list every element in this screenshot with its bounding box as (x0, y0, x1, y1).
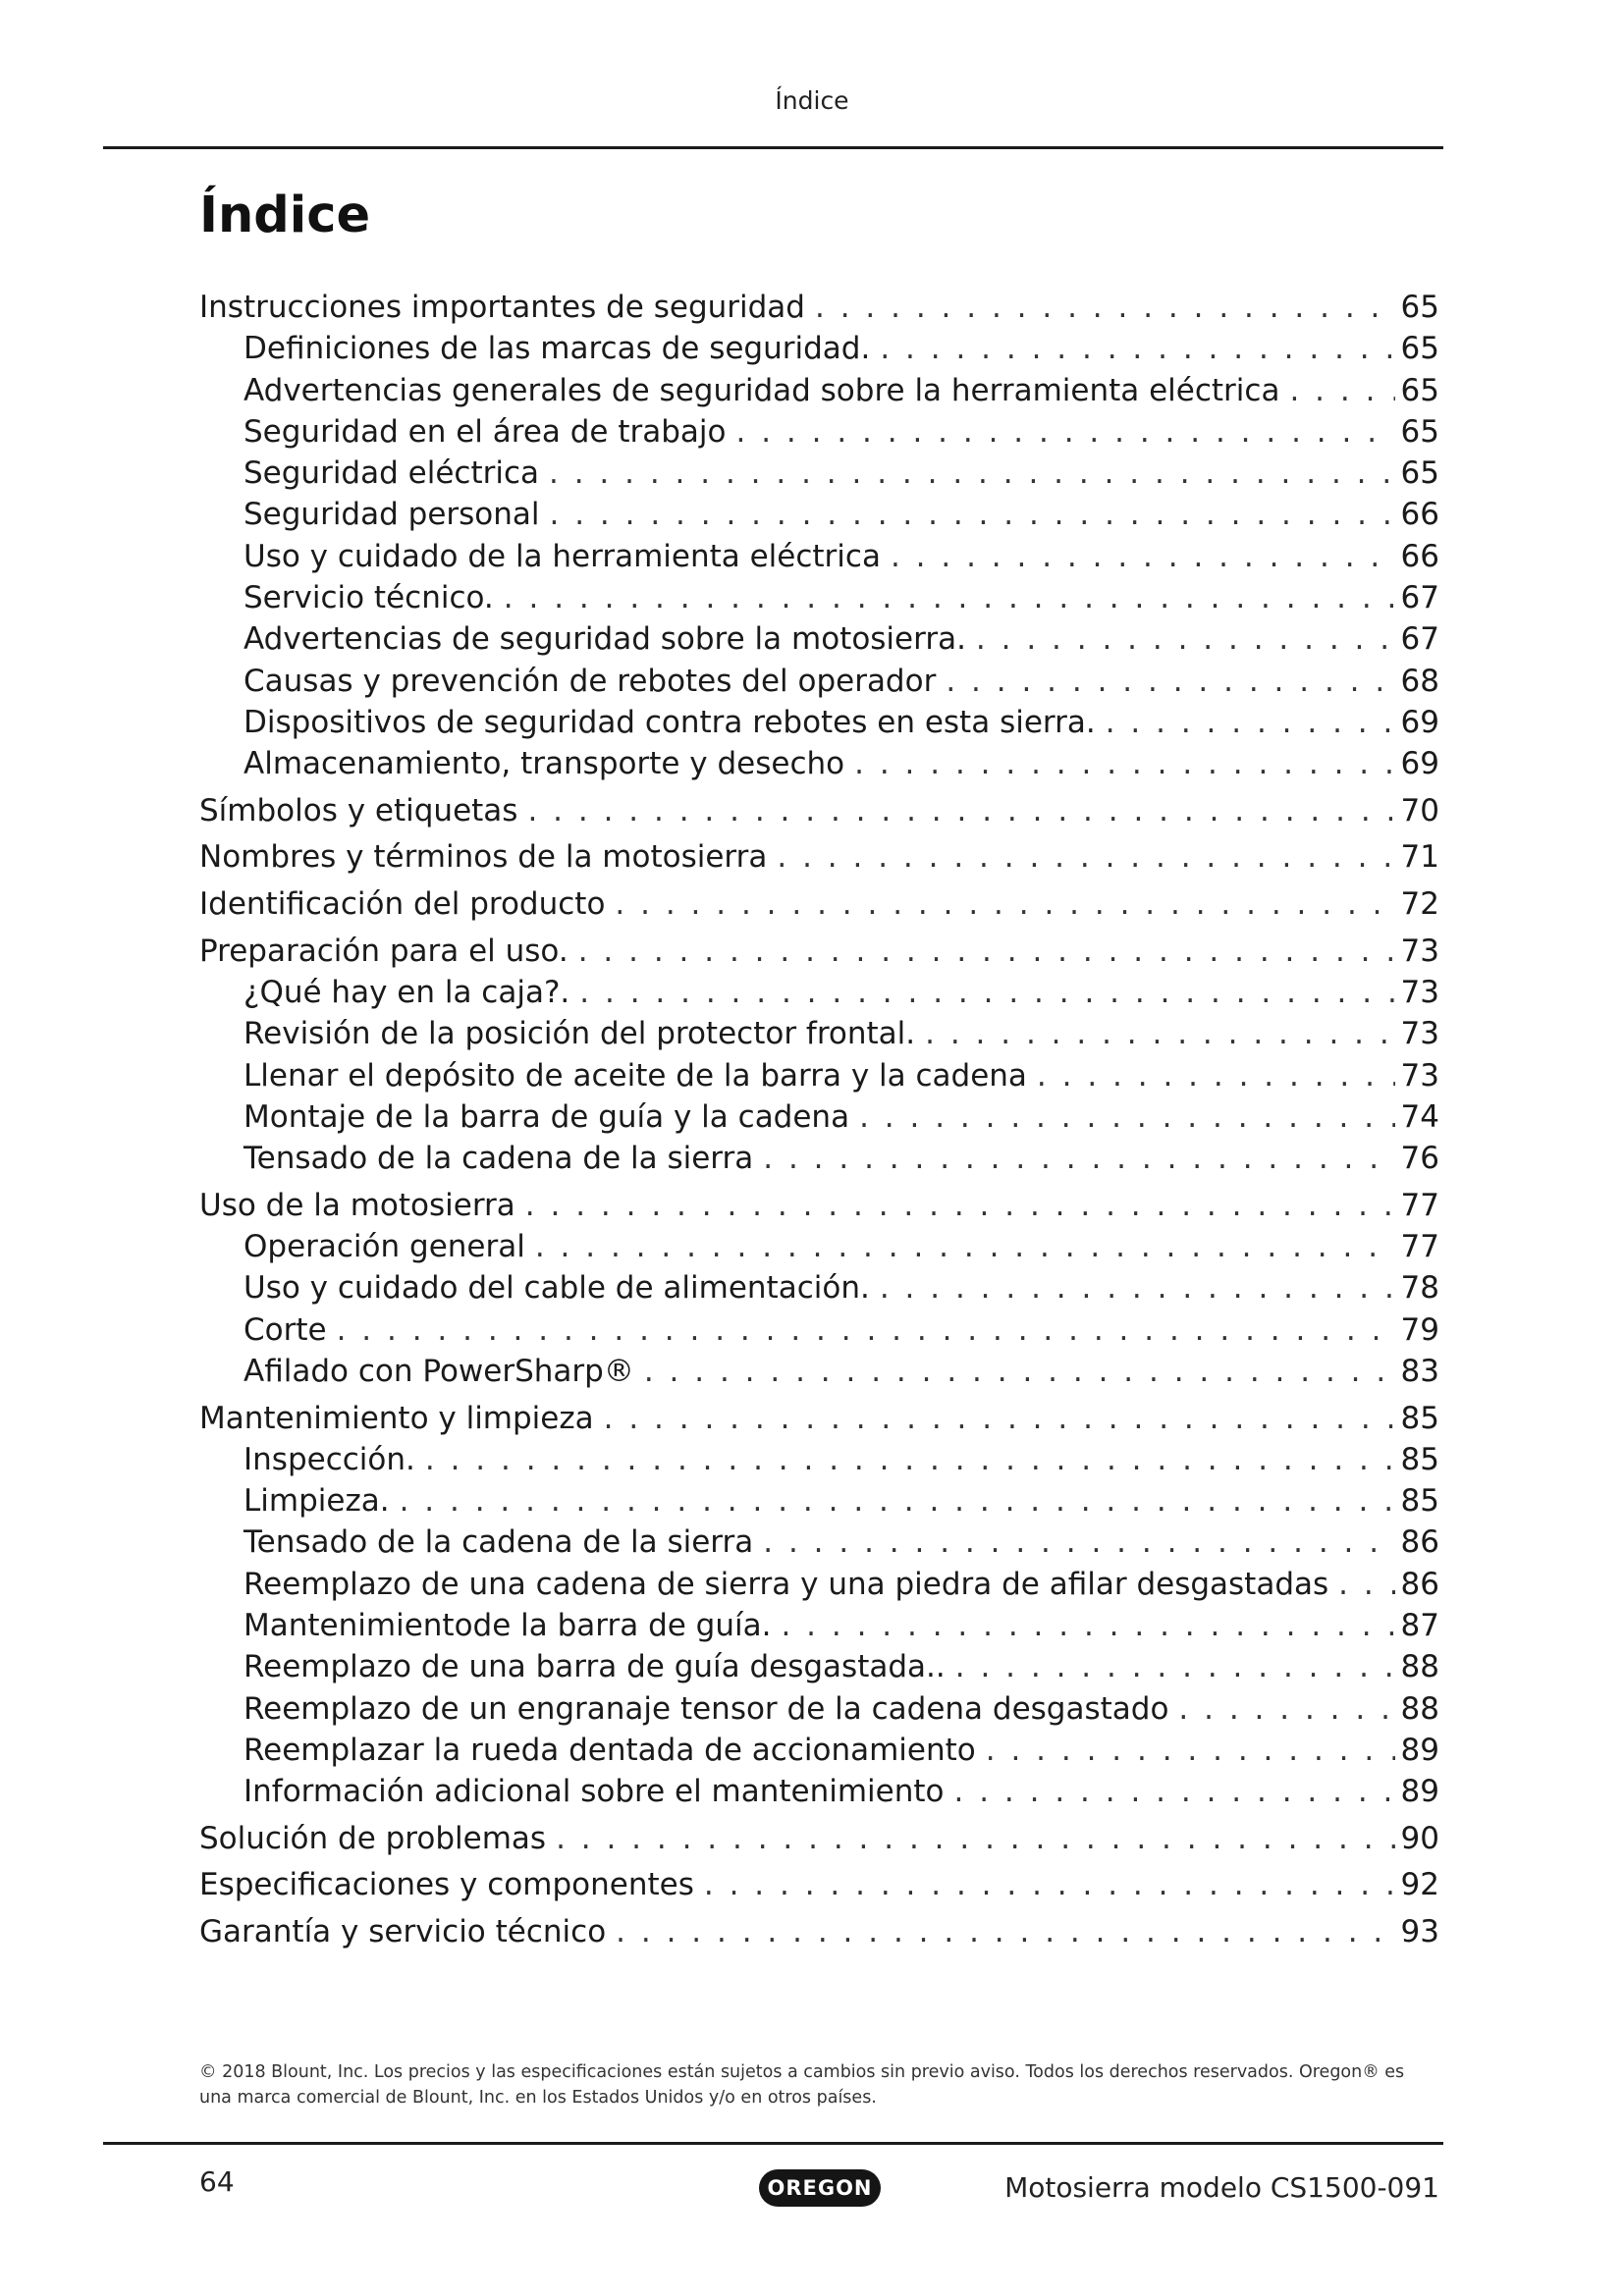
dot-leader (579, 972, 1394, 1013)
toc-entry-page: 73 (1400, 1057, 1439, 1094)
toc-entry-page: 73 (1400, 1016, 1439, 1052)
toc-subsection-entry[interactable] (199, 453, 1439, 494)
toc-entry-label: Definiciones de las marcas de seguridad. (244, 331, 871, 367)
toc-entry-label: Limpieza. (244, 1483, 390, 1520)
toc-entry-page: 79 (1400, 1311, 1439, 1348)
toc-subsection-entry[interactable] (199, 370, 1439, 411)
toc-entry-page: 89 (1400, 1732, 1439, 1768)
toc-subsection-entry[interactable] (199, 1013, 1439, 1054)
page-footer (199, 2165, 1439, 2215)
toc-entry-label: Reemplazo de un engranaje tensor de la cadena desgastado (244, 1690, 1169, 1727)
dot-leader (556, 1818, 1394, 1859)
toc-subsection-entry[interactable] (199, 328, 1439, 369)
page-number: 64 (199, 2165, 235, 2198)
toc-entry-label: Símbolos y etiquetas (199, 792, 518, 828)
toc-entry-label: Identificación del producto (199, 886, 606, 923)
toc-entry-page: 65 (1400, 290, 1439, 325)
toc-subsection-entry[interactable] (199, 972, 1439, 1013)
dot-leader (616, 1911, 1394, 1952)
toc-subsection-entry[interactable] (199, 1688, 1439, 1730)
toc-entry-label: Corte (244, 1311, 327, 1348)
dot-leader (946, 661, 1394, 702)
dot-leader (854, 743, 1394, 784)
toc-subsection-entry[interactable] (199, 411, 1439, 453)
dot-leader (549, 453, 1395, 494)
toc-entry-page: 70 (1400, 792, 1439, 828)
toc-entry-page: 73 (1400, 974, 1439, 1010)
dot-leader (781, 1605, 1394, 1646)
toc-section-entry[interactable] (199, 287, 1439, 328)
toc-section-entry[interactable] (199, 1911, 1439, 1952)
toc-entry-label: Instrucciones importantes de seguridad (199, 290, 805, 325)
toc-entry-page: 77 (1400, 1187, 1439, 1223)
toc-entry-page: 78 (1400, 1270, 1439, 1307)
toc-entry-label: Causas y prevención de rebotes del operador (244, 663, 937, 699)
toc-entry-page: 69 (1400, 746, 1439, 782)
dot-leader (425, 1439, 1395, 1480)
dot-leader (880, 328, 1394, 369)
toc-entry-label: Reemplazo de una cadena de sierra y una piedra de afilar desgastadas (244, 1566, 1329, 1602)
toc-entry-label: Mantenimientode la barra de guía. (244, 1607, 772, 1643)
toc-subsection-entry[interactable] (199, 494, 1439, 535)
footer-rule (103, 2142, 1443, 2145)
toc-entry-label: Mantenimiento y limpieza (199, 1400, 594, 1436)
toc-entry-page: 66 (1400, 538, 1439, 574)
toc-entry-label: Uso y cuidado de la herramienta eléctrica (244, 538, 881, 574)
toc-subsection-entry[interactable] (199, 1439, 1439, 1480)
toc-entry-page: 65 (1400, 331, 1439, 367)
dot-leader (504, 577, 1395, 618)
dot-leader (535, 1226, 1395, 1267)
toc-entry-label: Uso de la motosierra (199, 1187, 515, 1223)
toc-entry-page: 85 (1400, 1483, 1439, 1520)
toc-subsection-entry[interactable] (199, 1226, 1439, 1267)
toc-subsection-entry[interactable] (199, 1605, 1439, 1646)
toc-entry-label: Seguridad eléctrica (244, 455, 539, 492)
dot-leader (400, 1480, 1395, 1522)
dot-leader (777, 836, 1394, 878)
dot-leader (1106, 702, 1395, 743)
dot-leader (976, 618, 1395, 660)
dot-leader (815, 287, 1395, 328)
header-rule (103, 146, 1443, 149)
toc-section-entry[interactable] (199, 790, 1439, 831)
dot-leader (1338, 1564, 1394, 1605)
dot-leader (644, 1351, 1395, 1392)
toc-entry-page: 83 (1400, 1353, 1439, 1389)
toc-entry-page: 87 (1400, 1607, 1439, 1643)
dot-leader (954, 1771, 1395, 1812)
toc-entry-label: Operación general (244, 1229, 525, 1265)
toc-entry-page: 72 (1400, 886, 1439, 923)
dot-leader (578, 931, 1395, 972)
toc-entry-label: Seguridad en el área de trabajo (244, 413, 727, 450)
page-title: Índice (199, 187, 371, 244)
toc-subsection-entry[interactable] (199, 618, 1439, 660)
dot-leader (925, 1013, 1394, 1054)
toc-entry-page: 71 (1400, 839, 1439, 876)
toc-subsection-entry[interactable] (199, 1351, 1439, 1392)
toc-subsection-entry[interactable] (199, 1267, 1439, 1308)
toc-subsection-entry[interactable] (199, 1730, 1439, 1771)
toc-entry-page: 85 (1400, 1441, 1439, 1477)
toc-entry-label: Solución de problemas (199, 1820, 547, 1856)
dot-leader (891, 536, 1395, 577)
toc-subsection-entry[interactable] (199, 577, 1439, 618)
toc-subsection-entry[interactable] (199, 536, 1439, 577)
toc-section-entry[interactable] (199, 883, 1439, 925)
toc-entry-label: Tensado de la cadena de la sierra (244, 1141, 754, 1177)
toc-entry-page: 93 (1400, 1913, 1439, 1949)
toc-entry-label: Garantía y servicio técnico (199, 1913, 607, 1949)
toc-entry-page: 73 (1400, 933, 1439, 969)
toc-entry-label: Montaje de la barra de guía y la cadena (244, 1098, 850, 1135)
toc-entry-page: 67 (1400, 580, 1439, 616)
toc-entry-page: 66 (1400, 497, 1439, 533)
toc-entry-label: Llenar el depósito de aceite de la barra y la cadena (244, 1057, 1027, 1094)
toc-entry-label: Advertencias generales de seguridad sobre la herramienta eléctrica (244, 372, 1280, 408)
dot-leader (704, 1864, 1395, 1905)
dot-leader (615, 883, 1394, 925)
toc-entry-label: Especificaciones y componentes (199, 1867, 694, 1903)
toc-entry-page: 65 (1400, 372, 1439, 408)
toc-entry-page: 89 (1400, 1774, 1439, 1810)
toc-subsection-entry[interactable] (199, 1522, 1439, 1563)
oregon-logo (759, 2169, 881, 2207)
toc-entry-page: 86 (1400, 1566, 1439, 1602)
toc-entry-page: 92 (1400, 1867, 1439, 1903)
toc-subsection-entry[interactable] (199, 1055, 1439, 1096)
toc-entry-label: Advertencias de seguridad sobre la motosierra. (244, 621, 966, 658)
toc-entry-label: Afilado con PowerSharp® (244, 1353, 634, 1389)
toc-subsection-entry[interactable] (199, 1480, 1439, 1522)
toc-entry-page: 77 (1400, 1229, 1439, 1265)
toc-entry-label: Revisión de la posición del protector frontal. (244, 1016, 916, 1052)
toc-entry-label: Uso y cuidado del cable de alimentación. (244, 1270, 870, 1307)
dot-leader (763, 1522, 1394, 1563)
toc-section-entry[interactable] (199, 931, 1439, 972)
copyright-notice: © 2018 Blount, Inc. Los precios y las especificaciones están sujetos a cambios sin previo aviso. Todos los derechos reservados. Oregon® es una marca comercial de Blount, Inc. en los Estados Unidos y/o en otros países. (199, 2062, 1405, 2108)
toc-entry-page: 76 (1400, 1141, 1439, 1177)
dot-leader (525, 1185, 1395, 1226)
running-header: Índice (775, 86, 849, 115)
toc-entry-page: 86 (1400, 1524, 1439, 1561)
toc-entry-page: 68 (1400, 663, 1439, 699)
table-of-contents (199, 287, 1439, 1952)
toc-entry-page: 67 (1400, 621, 1439, 658)
toc-entry-page: 74 (1400, 1098, 1439, 1135)
toc-entry-label: Reemplazo de una barra de guía desgastada.. (244, 1649, 946, 1685)
toc-entry-page: 65 (1400, 455, 1439, 492)
toc-entry-label: Inspección. (244, 1441, 415, 1477)
toc-section-entry[interactable] (199, 1864, 1439, 1905)
toc-entry-label: Seguridad personal (244, 497, 540, 533)
toc-entry-page: 85 (1400, 1400, 1439, 1436)
dot-leader (880, 1267, 1395, 1308)
dot-leader (527, 790, 1394, 831)
toc-subsection-entry[interactable] (199, 1309, 1439, 1351)
toc-subsection-entry[interactable] (199, 1564, 1439, 1605)
toc-entry-page: 88 (1400, 1649, 1439, 1685)
toc-entry-label: Dispositivos de seguridad contra rebotes en esta sierra. (244, 704, 1096, 740)
dot-leader (736, 411, 1395, 453)
toc-subsection-entry[interactable] (199, 1138, 1439, 1179)
toc-entry-label: ¿Qué hay en la caja?. (244, 974, 570, 1010)
toc-entry-page: 88 (1400, 1690, 1439, 1727)
dot-leader (337, 1309, 1395, 1351)
dot-leader (1037, 1055, 1395, 1096)
dot-leader (550, 494, 1395, 535)
toc-section-entry[interactable] (199, 836, 1439, 878)
toc-entry-label: Tensado de la cadena de la sierra (244, 1524, 754, 1561)
toc-subsection-entry[interactable] (199, 1771, 1439, 1812)
toc-subsection-entry[interactable] (199, 661, 1439, 702)
toc-entry-label: Servicio técnico. (244, 580, 494, 616)
dot-leader (1289, 370, 1394, 411)
toc-section-entry[interactable] (199, 1818, 1439, 1859)
toc-entry-label: Preparación para el uso. (199, 933, 568, 969)
dot-leader (604, 1398, 1395, 1439)
toc-entry-label: Almacenamiento, transporte y desecho (244, 746, 845, 782)
dot-leader (986, 1730, 1395, 1771)
toc-section-entry[interactable] (199, 1398, 1439, 1439)
toc-entry-page: 65 (1400, 413, 1439, 450)
toc-subsection-entry[interactable] (199, 1096, 1439, 1138)
toc-subsection-entry[interactable] (199, 1646, 1439, 1687)
toc-subsection-entry[interactable] (199, 702, 1439, 743)
model-name: Motosierra modelo CS1500-091 (1004, 2171, 1439, 2204)
dot-leader (955, 1646, 1395, 1687)
toc-entry-label: Información adicional sobre el mantenimiento (244, 1774, 945, 1810)
toc-entry-page: 90 (1400, 1820, 1439, 1856)
toc-entry-label: Reemplazar la rueda dentada de accionamiento (244, 1732, 976, 1768)
toc-entry-page: 69 (1400, 704, 1439, 740)
dot-leader (1178, 1688, 1394, 1730)
dot-leader (859, 1096, 1394, 1138)
toc-section-entry[interactable] (199, 1185, 1439, 1226)
toc-entry-label: Nombres y términos de la motosierra (199, 839, 768, 876)
toc-subsection-entry[interactable] (199, 743, 1439, 784)
dot-leader (763, 1138, 1394, 1179)
logo-text: OREGON (767, 2176, 873, 2200)
